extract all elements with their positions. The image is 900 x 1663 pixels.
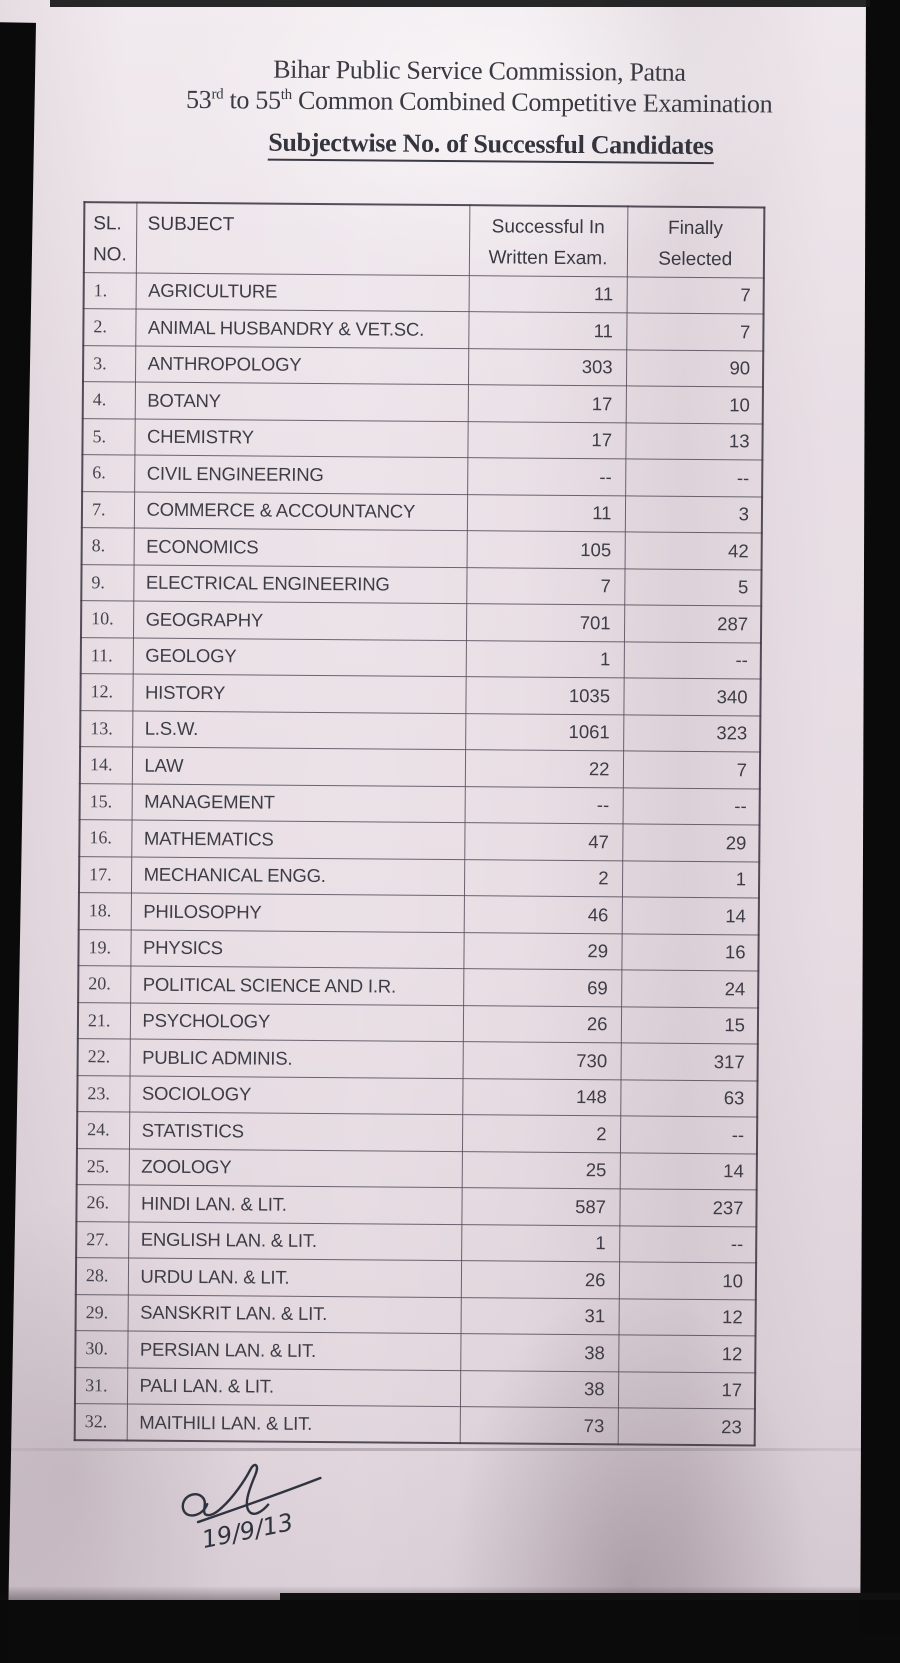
row-selected-count: 24 [621,970,758,1008]
row-written-count: 47 [464,823,622,861]
document-title [71,126,900,163]
row-subject: AGRICULTURE [136,273,469,312]
row-sl-no: 27. [76,1221,128,1258]
row-subject: SOCIOLOGY [129,1076,462,1115]
row-sl-no: 32. [75,1404,127,1441]
exam-title-num1: 53 [185,84,212,115]
row-written-count: 7 [466,567,624,605]
row-subject: POLITICAL SCIENCE AND I.R. [130,966,463,1005]
row-selected-count: 13 [625,422,762,460]
row-subject: ANTHROPOLOGY [135,346,468,385]
col-header-written-line2: Written Exam. [488,247,608,270]
row-written-count: 26 [463,1005,621,1043]
row-subject: COMMERCE & ACCOUNTANCY [134,492,467,531]
row-selected-count: 29 [622,824,759,862]
row-subject: HINDI LAN. & LIT. [128,1185,461,1224]
table-row [79,856,759,898]
table-row [78,1002,758,1044]
col-header-subject-label: SUBJECT [147,213,235,236]
row-selected-count: -- [625,459,762,497]
row-subject: CIVIL ENGINEERING [134,455,467,494]
row-written-count: 31 [461,1297,619,1335]
row-sl-no: 18. [79,893,131,930]
row-selected-count: 15 [621,1006,758,1044]
row-sl-no: 12. [80,674,132,711]
row-sl-no: 5. [82,418,134,455]
row-written-count: 701 [466,604,624,642]
row-selected-count: 7 [626,313,763,351]
row-selected-count: -- [620,1116,757,1154]
row-selected-count: 16 [621,933,758,971]
exam-title-sup1: rd [211,86,224,103]
col-header-subject [136,203,470,276]
table-row [83,345,763,387]
row-written-count: 26 [461,1261,619,1299]
row-selected-count: 42 [625,532,762,570]
row-subject: GEOGRAPHY [133,601,466,640]
table-row [82,491,762,533]
row-subject: ENGLISH LAN. & LIT. [128,1222,461,1261]
row-subject: ANIMAL HUSBANDRY & VET.SC. [135,309,468,348]
row-sl-no: 14. [80,747,132,784]
row-selected-count: 12 [619,1298,756,1336]
document-title-text: Subjectwise No. of Successful Candidates [268,128,713,164]
row-selected-count: 90 [626,349,763,387]
table-row [78,1039,758,1081]
row-sl-no: 6. [82,455,134,492]
row-subject: PALI LAN. & LIT. [127,1368,460,1407]
table-row [77,1112,757,1154]
row-subject: CHEMISTRY [134,419,467,458]
row-written-count: 46 [464,896,622,934]
row-selected-count: 17 [618,1371,755,1409]
row-subject: LAW [132,747,465,786]
row-written-count: 1 [466,640,624,678]
col-header-sl-line2: NO. [92,244,127,266]
row-sl-no: 31. [75,1367,127,1404]
row-selected-count: 5 [624,568,761,606]
exam-title-mid: to 55 [223,85,281,115]
row-written-count: 1061 [465,713,623,751]
row-selected-count: 3 [625,495,762,533]
table-row [82,455,762,497]
row-sl-no: 10. [81,601,133,638]
row-sl-no: 23. [77,1075,129,1112]
row-written-count: 11 [467,494,625,532]
table-row [77,1148,757,1190]
row-selected-count: 7 [623,751,760,789]
col-header-written-line1: Successful In [491,216,605,239]
row-selected-count: 317 [621,1043,758,1081]
row-written-count: -- [467,458,625,496]
subjects-table-body [75,272,764,1445]
row-sl-no: 20. [78,966,130,1003]
table-row [80,747,760,789]
signature-block [170,1450,361,1561]
table-row [75,1331,755,1373]
row-written-count: 22 [465,750,623,788]
row-written-count: -- [465,786,623,824]
table-row [76,1221,756,1263]
row-written-count: 730 [463,1042,621,1080]
row-selected-count: 323 [623,714,760,752]
row-selected-count: 14 [622,897,759,935]
row-sl-no: 25. [77,1148,129,1185]
row-subject: MATHEMATICS [131,820,464,859]
row-sl-no: 8. [82,528,134,565]
row-written-count: 69 [463,969,621,1007]
photo-edge-right [860,0,900,1634]
row-written-count: 25 [462,1151,620,1189]
row-subject: PSYCHOLOGY [130,1003,463,1042]
row-subject: PUBLIC ADMINIS. [130,1039,463,1078]
col-header-sl-no [84,202,137,272]
row-written-count: 17 [468,385,626,423]
row-subject: SANSKRIT LAN. & LIT. [128,1295,461,1334]
row-selected-count: 237 [619,1189,756,1227]
row-selected-count: 340 [623,678,760,716]
exam-title [59,84,899,121]
header-row [84,202,765,277]
row-written-count: 105 [467,531,625,569]
row-subject: ELECTRICAL ENGINEERING [133,565,466,604]
table-row [80,710,760,752]
table-row [75,1404,755,1446]
row-selected-count: 63 [620,1079,757,1117]
row-selected-count: 12 [618,1335,755,1373]
row-sl-no: 9. [81,564,133,601]
row-sl-no: 22. [78,1039,130,1076]
row-sl-no: 29. [76,1294,128,1331]
row-written-count: 1 [461,1224,619,1262]
row-selected-count: 1 [622,860,759,898]
table-row [79,893,759,935]
col-header-selected [627,206,765,277]
row-written-count: 11 [468,312,626,350]
table-row [80,783,760,825]
table-row [81,564,761,606]
row-subject: BOTANY [135,382,468,421]
row-selected-count: -- [623,787,760,825]
row-sl-no: 28. [76,1258,128,1295]
row-subject: PHYSICS [130,930,463,969]
row-written-count: 303 [468,348,626,386]
row-sl-no: 7. [82,491,134,528]
row-written-count: 17 [467,421,625,459]
col-header-sl-line1: SL. [93,213,122,235]
row-subject: ECONOMICS [134,528,467,567]
table-row [84,272,764,314]
handwritten-signature [170,1450,361,1561]
row-written-count: 148 [462,1078,620,1116]
row-subject: MANAGEMENT [132,784,465,823]
row-selected-count: 10 [626,386,763,424]
row-sl-no: 4. [83,382,135,419]
row-selected-count: 7 [627,276,764,314]
row-subject: PERSIAN LAN. & LIT. [127,1331,460,1370]
row-written-count: 29 [463,932,621,970]
row-written-count: 587 [461,1188,619,1226]
row-sl-no: 2. [83,309,135,346]
row-selected-count: 14 [620,1152,757,1190]
row-sl-no: 26. [76,1185,128,1222]
table-row [79,820,759,862]
row-selected-count: 287 [624,605,761,643]
row-subject: HISTORY [132,674,465,713]
row-sl-no: 19. [78,929,130,966]
row-subject: MAITHILI LAN. & LIT. [127,1404,460,1443]
row-subject: L.S.W. [132,711,465,750]
col-header-written [469,205,628,276]
row-written-count: 2 [464,859,622,897]
exam-title-sup2: th [280,87,292,104]
row-subject: PHILOSOPHY [131,893,464,932]
row-sl-no: 24. [77,1112,129,1149]
row-written-count: 11 [469,275,627,313]
row-written-count: 1035 [465,677,623,715]
row-selected-count: 23 [618,1408,755,1446]
row-selected-count: -- [624,641,761,679]
col-header-selected-line1: Finally [667,217,723,240]
table-row [75,1367,755,1409]
row-sl-no: 15. [80,783,132,820]
row-sl-no: 21. [78,1002,130,1039]
table-row [76,1294,756,1336]
table-row [83,309,763,351]
table-row [82,418,762,460]
table-row [76,1185,756,1227]
row-selected-count: 10 [619,1262,756,1300]
exam-title-rest: Common Combined Competitive Examination [291,85,773,119]
row-subject: MECHANICAL ENGG. [131,857,464,896]
row-sl-no: 1. [84,272,136,309]
table-row [80,674,760,716]
table-row [78,966,758,1008]
row-subject: ZOOLOGY [129,1149,462,1188]
subjects-table-header [84,202,765,277]
row-written-count: 2 [462,1115,620,1153]
table-row [81,601,761,643]
row-written-count: 38 [460,1334,618,1372]
row-subject: STATISTICS [129,1112,462,1151]
row-sl-no: 11. [81,637,133,674]
table-row [82,528,762,570]
table-row [76,1258,756,1300]
subjects-table [74,201,766,1446]
row-subject: GEOLOGY [133,638,466,677]
table-row [83,382,763,424]
photo-edge-bottom [280,1593,900,1600]
row-sl-no: 3. [83,345,135,382]
row-sl-no: 13. [80,710,132,747]
row-sl-no: 16. [79,820,131,857]
table-row [78,929,758,971]
signature-o-loop [183,1494,223,1516]
signature-date: 19/9/13 [199,1508,296,1554]
photo-edge-top [50,0,870,7]
row-selected-count: -- [619,1225,756,1263]
row-written-count: 73 [460,1407,618,1445]
table-row [81,637,761,679]
table-row [77,1075,757,1117]
col-header-selected-line2: Selected [658,248,733,271]
row-sl-no: 17. [79,856,131,893]
row-written-count: 38 [460,1370,618,1408]
org-title: Bihar Public Service Commission, Patna [273,54,686,87]
row-sl-no: 30. [75,1331,127,1368]
row-subject: URDU LAN. & LIT. [128,1258,461,1297]
